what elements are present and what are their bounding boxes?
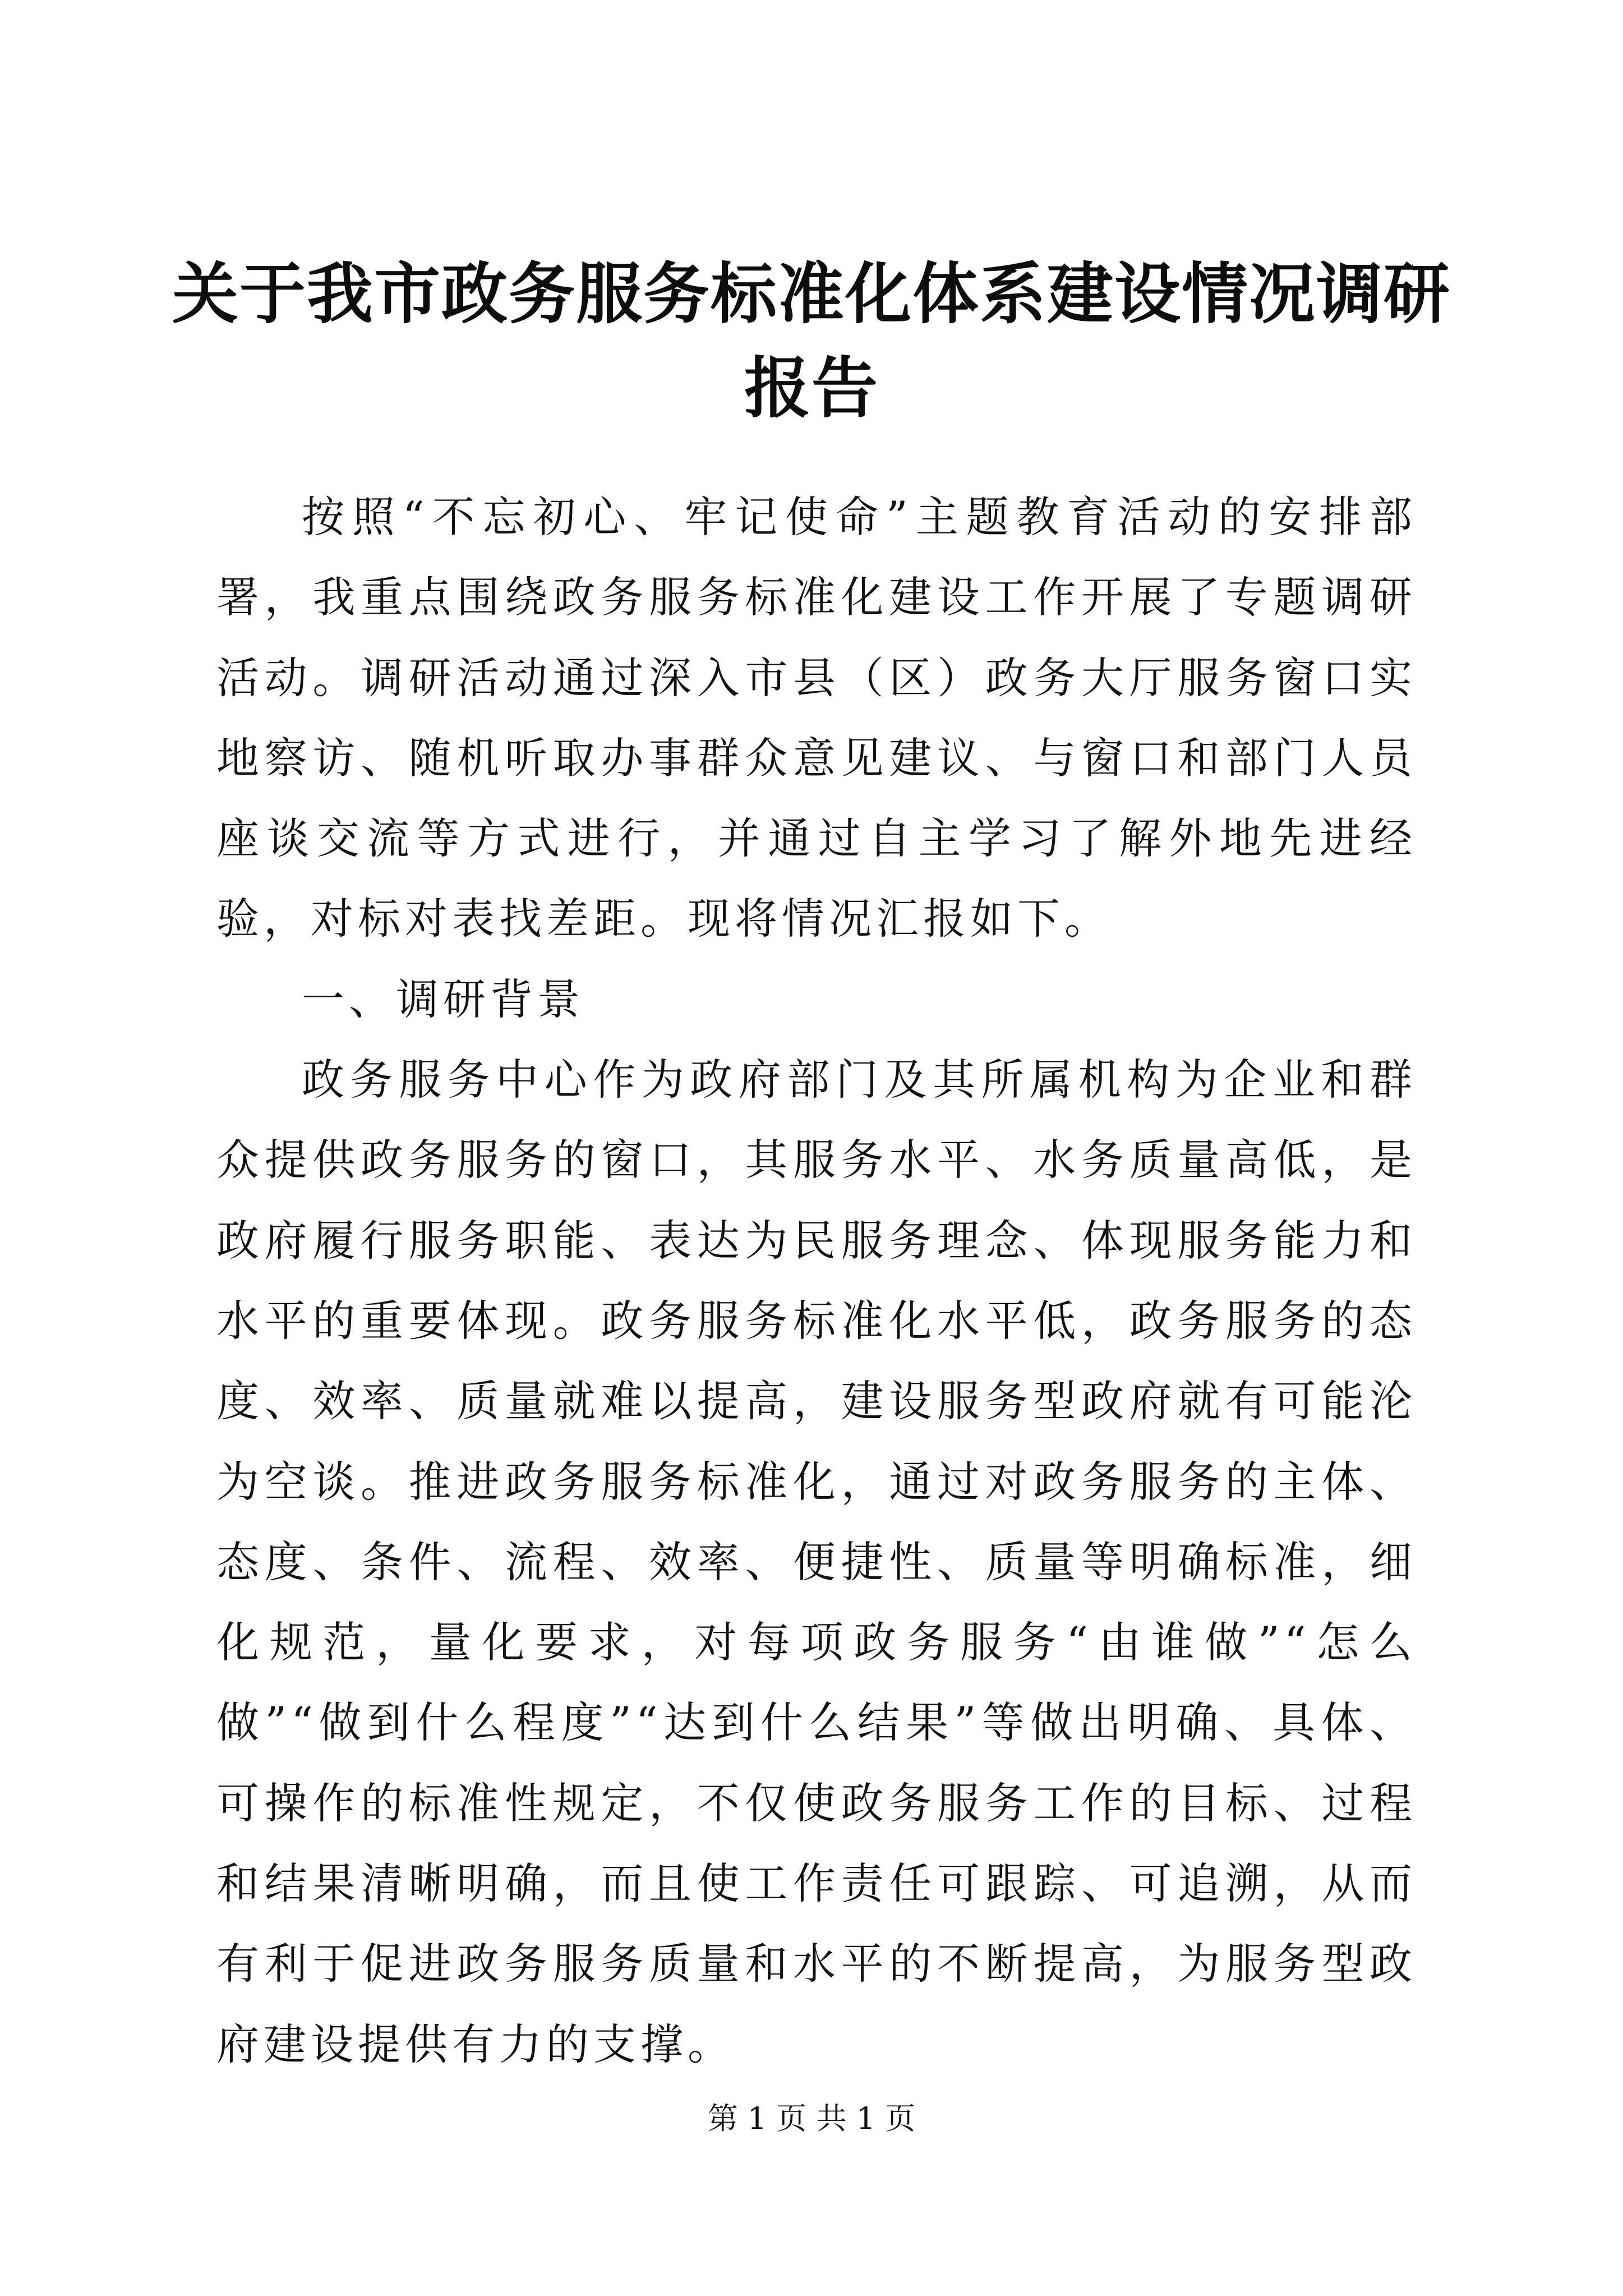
- section-heading-background: 一、调研背景: [302, 974, 584, 1024]
- paragraph-background: 政务服务中心作为政府部门及其所属机构为企业和群众提供政务服务的窗口，其服务水平、水务质量高低，是政府履行服务职能、表达为民服务理念、体现服务能力和水平的重要体现。政务服务标准化水平低，政务服务的态度、效率、质量就难以提高，建设服务型政府就有可能沦为空谈。推进政务服务标准化，通过对政务服务的主体、态度、条件、流程、效率、便捷性、质量等明确标准，细化规范，量化要求，对每项政务服务“由谁做”“怎么做”“做到什么程度”“达到什么结果”等做出明确、具体、可操作的标准性规定，不仅使政务服务工作的目标、过程和结果清晰明确，而且使工作责任可跟踪、可追溯，从而有利于促进政务服务质量和水平的不断提高，为服务型政府建设提供有力的支撑。: [216, 1055, 1417, 2069]
- page-footer: 第 1 页 共 1 页: [707, 2101, 916, 2136]
- paragraph-intro: 按照“不忘初心、牢记使命”主题教育活动的安排部署，我重点围绕政务服务标准化建设工作开展了专题调研活动。调研活动通过深入市县（区）政务大厅服务窗口实地察访、随机听取办事群众意见建议、与窗口和部门人员座谈交流等方式进行，并通过自主学习了解外地先进经验，对标对表找差距。现将情况汇报如下。: [216, 492, 1417, 944]
- document-title: 关于我市政务服务标准化体系建设情况调研报告: [172, 255, 1451, 427]
- document-body: [216, 477, 1417, 2085]
